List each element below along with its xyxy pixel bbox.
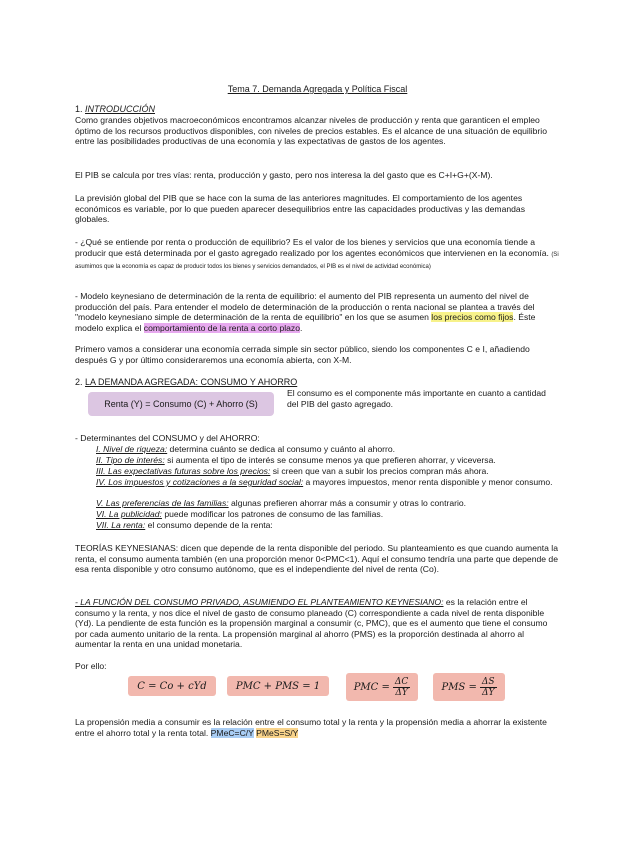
keynes-model-paragraph: [75, 291, 559, 333]
fraction-denominator: ΔY: [481, 687, 495, 698]
keynesian-theories-paragraph: TEORÍAS KEYNESIANAS: dicen que depende de la renta disponible del periodo. Su planteamiento es que cuando aumenta la renta, el consumo aumenta también (en una proporción menor 0<PMC<1). Aquí el consumo tendría una parte que depende de esa renta disponible y otro consumo autónomo, que es el independiente del nivel de renta (Co).: [75, 543, 558, 575]
pms-formula: [433, 673, 505, 701]
keynes-text-b: . Éste modelo explica el: [75, 312, 536, 333]
pmec-highlight: PMeC=C/Y: [210, 727, 254, 738]
determinant-item: [96, 477, 566, 488]
average-propensity-paragraph: [75, 717, 559, 738]
determinant-item: [96, 520, 566, 531]
determinant-label: V. Las preferencias de las familias:: [96, 498, 229, 508]
formula-text: PMC + PMS = 1: [235, 680, 321, 692]
por-ello-label: Por ello:: [75, 661, 107, 671]
keynes-highlight-short-term: comportamiento de la renta a corto plazo: [143, 322, 301, 333]
pmc-formula: [346, 673, 418, 701]
keynes-text-c: .: [300, 322, 303, 333]
determinant-label: IV. Los impuestos y cotizaciones a la seguridad social:: [96, 477, 304, 487]
consumption-function-text: es la relación entre el consumo y la renta, y nos dice el nivel de gasto de consumo planeado (C) correspondiente a cada nivel de renta disponible (Yd). La pendiente de esta función es la propensión marginal a consumir (c, PMC), que es el aumento que tiene el consumo por cada aumento unitario de la renta. La propensión marginal al ahorro (PMS) es la proporción destinada al ahorro al aumentar la renta en una unidad monetaria.: [75, 597, 548, 650]
determinant-text: algunas prefieren ahorrar más a consumir y otras lo contrario.: [228, 498, 467, 508]
prevision-paragraph: La previsión global del PIB que se hace con la suma de las anteriores magnitudes. El comportamiento de los agentes económicos es variable, por lo que pueden aparecer desequilibrios entre las capacidades productivas y las demandas globales.: [75, 193, 526, 225]
consumption-function-formula: [128, 676, 216, 696]
section-1-heading: [75, 104, 155, 115]
determinant-item: [96, 466, 566, 477]
keynes-text-a: - Modelo keynesiano de determinación de la renta de equilibrio: el aumento del PIB representa un aumento del nivel de producción del país. Para entender el modelo de determinación de la producción o renta nacional se plantea a través del "modelo keynesiano simple de determinación de la renta de equilibrio" en los que se asumen: [75, 291, 535, 323]
determinant-text: si creen que van a subir los precios compran más ahora.: [270, 466, 489, 476]
intro-paragraph: Como grandes objetivos macroeconómicos encontramos alcanzar niveles de producción y renta que garanticen el empleo óptimo de los recursos productivos disponibles, con niveles de precios estables. Es el alcance de una situación de equilibrio entre las posibilidades productivas de una economía y las expectativas de gastos de los agentes.: [75, 115, 547, 147]
equilibrium-paragraph: [75, 237, 559, 273]
income-identity-text: Renta (Y) = Consumo (C) + Ahorro (S): [104, 399, 258, 409]
determinant-item: [96, 498, 566, 509]
determinant-text: el consumo depende de la renta:: [145, 520, 273, 530]
formula-text: PMC =: [353, 681, 390, 693]
section-1-number: 1.: [75, 104, 86, 114]
determinant-label: VII. La renta:: [96, 520, 146, 530]
determinant-text: si aumenta el tipo de interés se consume menos ya que prefieren ahorrar, y viceversa.: [164, 455, 496, 465]
determinants-heading: - Determinantes del CONSUMO y del AHORRO:: [75, 433, 260, 443]
keynes-highlight-fixed-prices: los precios como fijos: [431, 312, 514, 323]
section-2-title: LA DEMANDA AGREGADA: CONSUMO Y AHORRO: [85, 377, 298, 387]
consumption-note: El consumo es el componente más importante en cuanto a cantidad del PIB del gasto agregado.: [287, 388, 546, 409]
determinant-label: VI. La publicidad:: [96, 509, 162, 519]
determinant-text: determina cuánto se dedica al consumo y cuánto al ahorro.: [167, 444, 396, 454]
determinant-label: II. Tipo de interés:: [96, 455, 165, 465]
consumption-function-paragraph: [75, 597, 559, 650]
formula-text: C = Co + cYd: [137, 680, 207, 692]
income-identity-box: [88, 392, 274, 416]
consumption-function-title: - LA FUNCIÓN DEL CONSUMO PRIVADO, ASUMIENDO EL PLANTEAMIENTO KEYNESIANO:: [75, 597, 444, 607]
determinant-item: [96, 455, 566, 466]
average-propensity-text: La propensión media a consumir es la relación entre el consumo total y la renta y la propensión media a ahorrar la existente entre el ahorro total y la renta total.: [75, 717, 547, 738]
equilibrium-text: - ¿Qué se entiende por renta o producción de equilibrio? Es el valor de los bienes y servicios que una economía tiende a producir que está determinada por el gasto agregado realizado por los agentes económicos que intervienen en la economía.: [75, 237, 549, 258]
determinant-item: [96, 509, 566, 520]
determinant-label: III. Las expectativas futuras sobre los precios:: [96, 466, 271, 476]
pms-fraction: [480, 677, 497, 698]
pib-paragraph: El PIB se calcula por tres vías: renta, producción y gasto, pero nos interesa la del gasto que es C+I+G+(X-M).: [75, 170, 493, 180]
section-1-title: INTRODUCCIÓN: [85, 104, 156, 114]
fraction-numerator: ΔC: [394, 676, 409, 687]
determinant-item: [96, 444, 566, 455]
fraction-denominator: ΔY: [395, 687, 408, 698]
closed-economy-paragraph: Primero vamos a considerar una economía cerrada simple sin sector público, siendo los componentes C e I, añadiendo después G y por último consideraremos una economía abierta, con X-M.: [75, 344, 530, 365]
determinant-text: a mayores impuestos, menor renta disponible y menor consumo.: [303, 477, 553, 487]
determinant-label: I. Nivel de riqueza:: [96, 444, 168, 454]
equilibrium-note: (Si asumimos que la economía es capaz de producir todos los bienes y servicios demandados, el PIB es el nivel de actividad económica): [75, 251, 559, 271]
pmc-fraction: [393, 677, 410, 698]
section-2-number: 2.: [75, 377, 86, 387]
page-title: Tema 7. Demanda Agregada y Política Fiscal: [227, 84, 408, 94]
determinant-text: puede modificar los patrones de consumo de las familias.: [161, 509, 384, 519]
pmes-highlight: PMeS=S/Y: [256, 727, 299, 738]
formula-text: PMS =: [441, 681, 477, 693]
section-2-heading: [75, 377, 297, 388]
pmc-pms-sum-formula: [227, 676, 329, 696]
fraction-numerator: ΔS: [481, 676, 495, 687]
